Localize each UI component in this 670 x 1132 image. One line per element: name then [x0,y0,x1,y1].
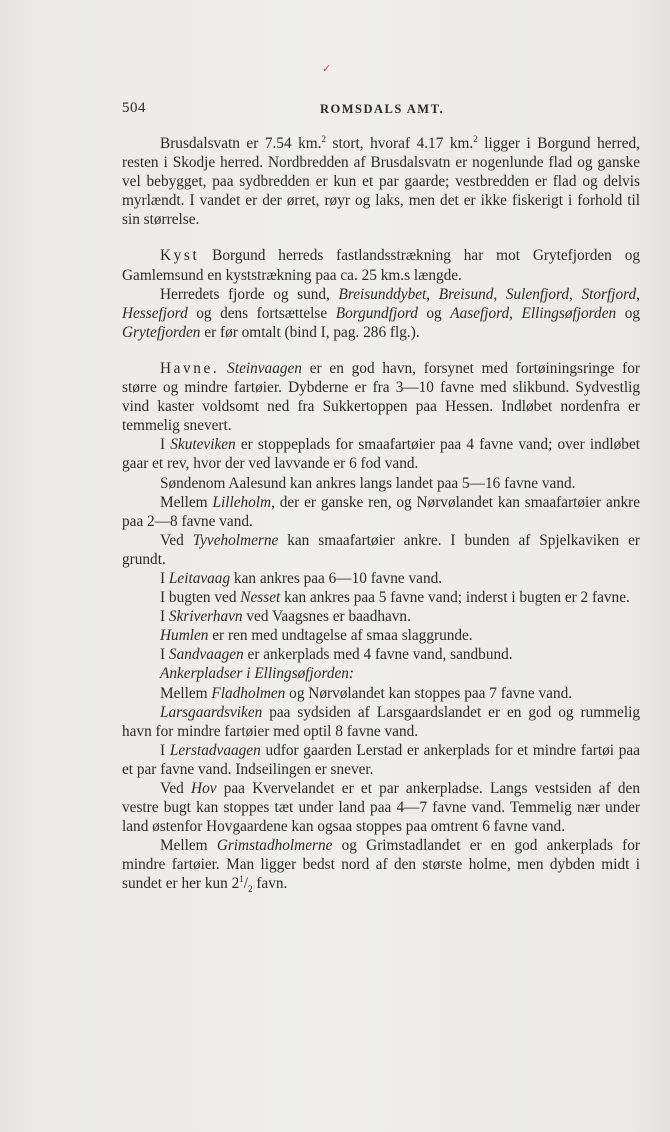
text-segment: favn. [252,875,288,893]
paragraph [122,359,640,435]
place-name: Nesset [240,589,281,607]
text-segment: paa Kvervelandet er et par ankerpladse. Langs vestsiden af den vestre bugt kan stoppes tæt under land paa 4—7 favne vand. Temmelig nær under land østenfor Hovgaardene kan ogsaa stoppes paa omtrent 6 favne vand. [122,780,640,836]
text-segment: 2 [248,884,253,895]
place-name: Skriverhavn [168,608,243,626]
text-segment: Mellem [160,684,212,702]
running-head: ROMSDALS AMT. [320,102,445,116]
text-segment: / [243,875,248,893]
page-number: 504 [122,100,146,116]
text-segment: er en god havn, forsynet med fortøiningsringe for større og mindre fartøier. Dybderne er fra 3—10 favne med slikbund. Sydvestlig vind kaster voldsomt ned fra Sukkertoppen paa Hessen. Indløbet nordenfra er temmelig snevert. [122,359,641,435]
paragraph [122,588,640,607]
paragraph [122,531,640,569]
paragraph [122,246,640,284]
text-segment: I [160,646,169,664]
text-segment: I bugten ved [160,589,241,607]
paragraph [122,493,640,531]
text-segment: I [160,569,169,587]
text-segment: , [509,304,522,322]
text-segment: Mellem [160,493,213,511]
place-name: Grimstadholmerne [216,837,333,855]
place-name: Breisund [438,285,494,303]
paragraph [122,684,640,703]
text-segment: og Nørvølandet kan stoppes paa 7 favne vand. [285,684,573,702]
text-segment: , [493,285,506,303]
paragraph [122,645,640,664]
paragraph [122,435,640,473]
place-name: Ellingsøfjorden [521,304,617,322]
text-segment: I [160,608,169,626]
section-heading: Havne. [160,359,220,377]
text-segment: 2 [473,133,478,144]
place-name: Skuteviken [170,436,236,454]
place-name: Sandvaagen [168,646,244,664]
text-segment: er før omtalt (bind I, pag. 286 flg.). [200,323,420,341]
place-name: Fladholmen [211,684,286,702]
text-segment: ved Vaagsnes er baadhavn. [242,608,411,626]
paragraph [122,134,640,229]
text-segment: , der er ganske ren, og Nørvølandet kan smaafartøier ankre paa 2—8 favne vand. [122,493,641,530]
paragraph [122,626,640,645]
place-name: Grytefjorden [122,323,201,341]
paragraph [122,569,640,588]
text-segment: Brusdalsvatn er 7.54 km. [160,135,322,152]
paragraph [122,836,640,893]
text-segment: , [569,285,582,303]
text-segment: og [616,304,640,322]
section-heading: Kyst [160,247,200,265]
text-segment: , [426,285,439,303]
place-name: Sulenfjord [505,285,570,303]
text-segment: Ved [160,780,192,797]
place-name: Larsgaardsviken [160,703,263,721]
text-segment: 2 [321,133,327,144]
place-name: Tyveholmerne [192,531,279,549]
text-segment [219,360,227,377]
text-segment: ligger i Borgund herred, resten i Skodje herred. Nordbredden af Brusdalsvatn er nogenlunde flad og ganske vel bebygget, paa sydbredden er kun et par gaarde; vestbredden er flad og delvis myrlændt. I vandet er der ørret, røyr og laks, men det er ikke fiskerigt i forhold til sin størrelse. [122,135,640,229]
text-segment: udfor gaarden Lerstad er ankerplads for et mindre fartøi paa et par favne vand. Indseilingen er snever. [122,741,640,778]
text-segment: I [160,741,170,759]
text-segment: og Grimstadlandet er en god ankerplads for mindre fartøier. Man ligger bedst nord af den største holme, men dybden midt i sundet er her kun 2 [122,837,640,893]
pencil-tick-mark: ✓ [322,63,332,75]
text-segment: Ved [160,531,193,549]
paragraph [122,474,640,493]
text-segment: kan ankres paa 5 favne vand; inderst i bugten er 2 favne. [280,589,630,607]
text-segment: paa sydsiden af Larsgaardslandet er en god og rummelig havn for mindre fartøier med optil 8 favne vand. [122,703,640,740]
text-segment: og dens fortsættelse [187,304,336,322]
paragraph [122,741,640,779]
place-name: Aasefjord [450,304,510,322]
text-segment: Mellem [160,837,217,855]
place-name: Borgundfjord [335,304,418,322]
paragraph [122,285,640,342]
paragraph [122,607,640,626]
paragraph [122,779,640,836]
place-name: Humlen [160,627,209,645]
place-name: Leitavaag [168,569,231,587]
place-name: Steinvaagen [227,359,302,377]
text-segment: Borgund herreds fastlandsstrækning har mot Grytefjorden og Gamlemsund en kyststrækning paa ca. 25 km.s længde. [122,247,640,284]
body-text [122,134,640,894]
text-segment: 1 [239,874,244,885]
place-name: Storfjord [581,285,637,303]
text-segment: Herredets fjorde og sund, [160,285,339,303]
text-segment: stort, hvoraf 4.17 km. [326,135,474,152]
text-segment: , [636,285,640,303]
paragraph [122,664,640,683]
text-segment: er ankerplads med 4 favne vand, sandbund. [243,646,513,664]
place-name: Hov [191,780,217,797]
text-segment: er stoppeplads for smaafartøier paa 4 favne vand; over indløbet gaar et rev, hvor der ved lavvande er 6 fod vand. [122,436,640,473]
text-segment: kan smaafartøier ankre. I bunden af Spjelkaviken er grundt. [122,531,640,568]
place-name: Ankerpladser i Ellingsøfjorden: [160,665,355,683]
place-name: Breisunddybet [338,285,427,303]
text-segment: kan ankres paa 6—10 favne vand. [230,569,443,587]
place-name: Lerstadvaagen [169,741,261,759]
text-segment: I [160,436,171,454]
paragraph [122,703,640,741]
place-name: Lilleholm [212,493,272,511]
place-name: Hessefjord [122,304,188,322]
text-segment: Søndenom Aalesund kan ankres langs landet paa 5—16 favne vand. [160,474,576,492]
text-segment: er ren med undtagelse af smaa slaggrunde. [208,627,473,645]
text-segment: og [417,304,451,322]
